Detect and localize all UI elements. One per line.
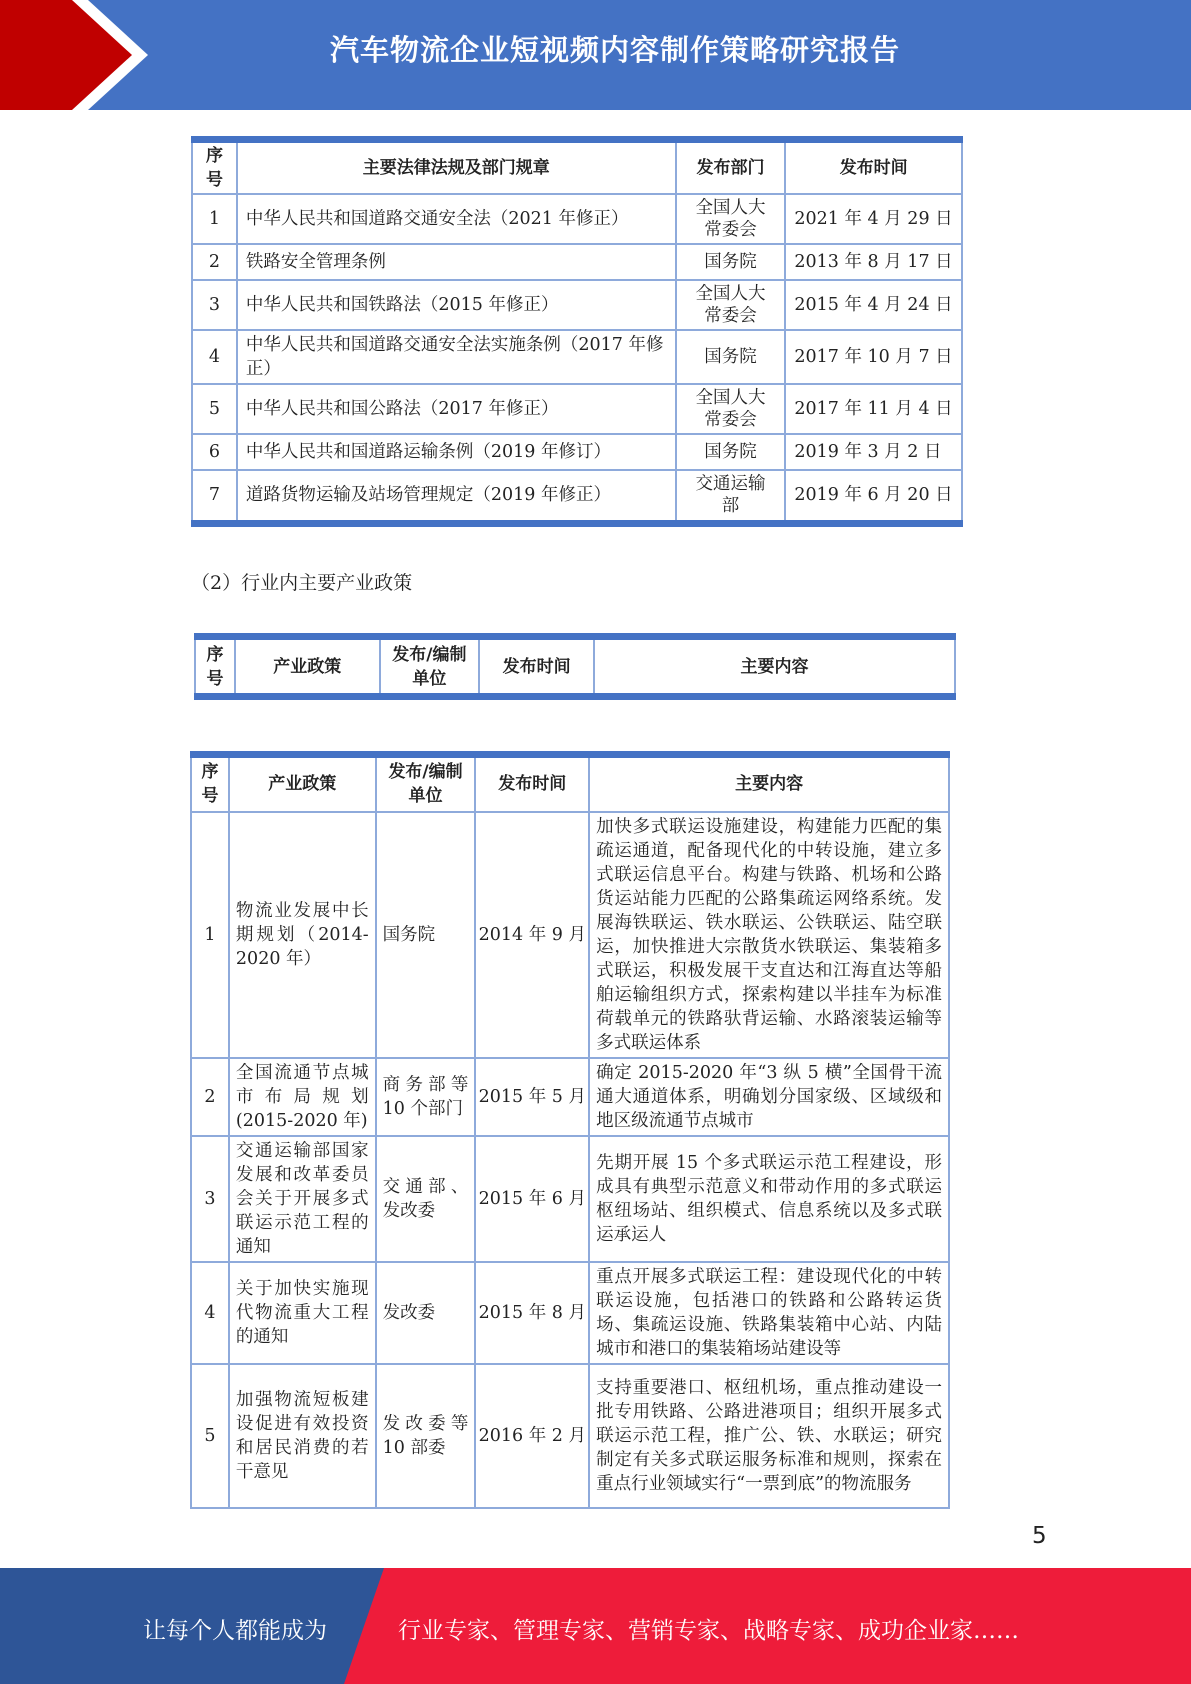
industry-policy-table — [190, 751, 950, 1509]
table1-header-dept: 发布部门 — [676, 140, 786, 194]
row-number: 4 — [191, 1262, 229, 1364]
regulation-name: 中华人民共和国道路交通安全法实施条例（2017 年修正） — [237, 330, 676, 384]
main-content: 先期开展 15 个多式联运示范工程建设，形成具有典型示范意义和带动作用的多式联运枢纽场站、组织模式、信息系统以及多式联运承运人 — [589, 1136, 949, 1262]
table-row — [191, 1364, 949, 1508]
policy-name: 交通运输部国家发展和改革委员会关于开展多式联运示范工程的通知 — [229, 1136, 376, 1262]
policy-name: 全国流通节点城市布局规划(2015-2020 年) — [229, 1058, 376, 1136]
table-row — [192, 384, 962, 434]
main-content: 支持重要港口、枢纽机场，重点推动建设一批专用铁路、公路进港项目；组织开展多式联运示范工程，推广公、铁、水联运；研究制定有关多式联运服务标准和规则，探索在重点行业领域实行“一票到底”的物流服务 — [589, 1364, 949, 1508]
issuing-department: 全国人大常委会 — [676, 384, 786, 434]
row-number: 6 — [192, 434, 237, 470]
table-row — [192, 470, 962, 524]
table-row — [191, 1058, 949, 1136]
table-row — [191, 1262, 949, 1364]
row-number: 5 — [192, 384, 237, 434]
regulation-name: 中华人民共和国公路法（2017 年修正） — [237, 384, 676, 434]
issue-date: 2014 年 9 月 — [475, 812, 589, 1058]
table-row — [191, 812, 949, 1058]
row-number: 1 — [192, 194, 237, 244]
regulation-name: 中华人民共和国铁路法（2015 年修正） — [237, 280, 676, 330]
table3-header-unit: 发布/编制 单位 — [376, 755, 476, 812]
table-row — [192, 194, 962, 244]
issuing-department: 国务院 — [676, 434, 786, 470]
page-number: 5 — [1032, 1523, 1047, 1549]
issuing-department: 交通运输部 — [676, 470, 786, 524]
table-row — [192, 330, 962, 384]
regulation-name: 道路货物运输及站场管理规定（2019 年修正） — [237, 470, 676, 524]
laws-regulations-table — [191, 136, 963, 527]
issue-date: 2016 年 2 月 — [475, 1364, 589, 1508]
table-row — [191, 1136, 949, 1262]
policy-name: 关于加快实施现代物流重大工程的通知 — [229, 1262, 376, 1364]
issue-date: 2015 年 5 月 — [475, 1058, 589, 1136]
table3-header-no: 序 号 — [191, 755, 229, 812]
policy-name: 加强物流短板建设促进有效投资和居民消费的若干意见 — [229, 1364, 376, 1508]
table2-header-policy: 产业政策 — [235, 637, 380, 697]
table3-header-date: 发布时间 — [475, 755, 589, 812]
section-label: （2）行业内主要产业政策 — [191, 572, 413, 594]
row-number: 3 — [191, 1136, 229, 1262]
row-number: 2 — [191, 1058, 229, 1136]
footer-slogan-right: 行业专家、管理专家、营销专家、战略专家、成功企业家…… — [398, 1618, 1019, 1644]
row-number: 7 — [192, 470, 237, 524]
issue-date: 2019 年 6 月 20 日 — [785, 470, 962, 524]
table3-header-content: 主要内容 — [589, 755, 949, 812]
issue-date: 2017 年 10 月 7 日 — [785, 330, 962, 384]
issue-date: 2013 年 8 月 17 日 — [785, 244, 962, 280]
issue-date: 2021 年 4 月 29 日 — [785, 194, 962, 244]
issue-date: 2015 年 6 月 — [475, 1136, 589, 1262]
table3-header-policy: 产业政策 — [229, 755, 376, 812]
table-row — [192, 244, 962, 280]
issuing-unit: 发改委 — [376, 1262, 476, 1364]
policy-name: 物流业发展中长期规划（2014-2020 年） — [229, 812, 376, 1058]
issuing-department: 全国人大常委会 — [676, 280, 786, 330]
regulation-name: 中华人民共和国道路交通安全法（2021 年修正） — [237, 194, 676, 244]
issuing-department: 全国人大常委会 — [676, 194, 786, 244]
table2-header-date: 发布时间 — [479, 637, 594, 697]
report-title: 汽车物流企业短视频内容制作策略研究报告 — [329, 33, 900, 67]
table2-header-unit: 发布/编制 单位 — [380, 637, 480, 697]
issue-date: 2019 年 3 月 2 日 — [785, 434, 962, 470]
issuing-unit: 交通部、发改委 — [376, 1136, 476, 1262]
row-number: 2 — [192, 244, 237, 280]
issue-date: 2015 年 8 月 — [475, 1262, 589, 1364]
main-content: 确定 2015-2020 年“3 纵 5 横”全国骨干流通大通道体系，明确划分国家级、区域级和地区级流通节点城市 — [589, 1058, 949, 1136]
issue-date: 2017 年 11 月 4 日 — [785, 384, 962, 434]
row-number: 5 — [191, 1364, 229, 1508]
table-row — [192, 434, 962, 470]
issuing-department: 国务院 — [676, 330, 786, 384]
main-content: 重点开展多式联运工程：建设现代化的中转联运设施，包括港口的铁路和公路转运货场、集疏运设施、铁路集装箱中心站、内陆城市和港口的集装箱场站建设等 — [589, 1262, 949, 1364]
table1-header-date: 发布时间 — [785, 140, 962, 194]
regulation-name: 铁路安全管理条例 — [237, 244, 676, 280]
issue-date: 2015 年 4 月 24 日 — [785, 280, 962, 330]
row-number: 1 — [191, 812, 229, 1058]
industry-policy-header-table — [194, 633, 956, 700]
table2-header-content: 主要内容 — [594, 637, 955, 697]
table-row — [192, 280, 962, 330]
issuing-unit: 商务部等10 个部门 — [376, 1058, 476, 1136]
footer-slogan-left: 让每个人都能成为 — [143, 1618, 327, 1644]
row-number: 4 — [192, 330, 237, 384]
issuing-department: 国务院 — [676, 244, 786, 280]
issuing-unit: 发改委等10 部委 — [376, 1364, 476, 1508]
header-arrow-decoration — [0, 0, 150, 110]
page-footer — [0, 1568, 1191, 1684]
regulation-name: 中华人民共和国道路运输条例（2019 年修订） — [237, 434, 676, 470]
page-header — [0, 0, 1191, 110]
table2-header-no: 序 号 — [195, 637, 235, 697]
main-content: 加快多式联运设施建设，构建能力匹配的集疏运通道，配备现代化的中转设施，建立多式联运信息平台。构建与铁路、机场和公路货运站能力匹配的公路集疏运网络系统。发展海铁联运、铁水联运、公铁联运、陆空联运，加快推进大宗散货水铁联运、集装箱多式联运，积极发展干支直达和江海直达等船舶运输组织方式，探索构建以半挂车为标准荷载单元的铁路驮背运输、水路滚装运输等多式联运体系 — [589, 812, 949, 1058]
table1-header-name: 主要法律法规及部门规章 — [237, 140, 676, 194]
issuing-unit: 国务院 — [376, 812, 476, 1058]
row-number: 3 — [192, 280, 237, 330]
table1-header-no: 序 号 — [192, 140, 237, 194]
